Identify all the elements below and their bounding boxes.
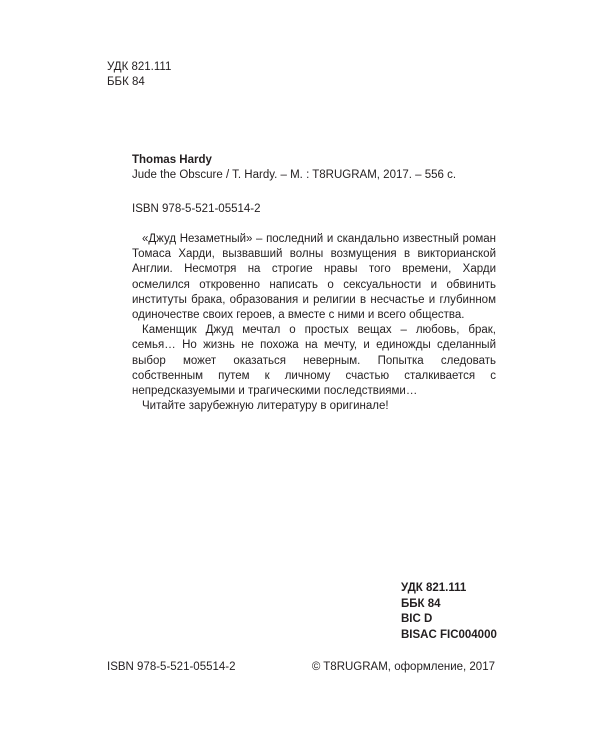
top-classification	[107, 60, 171, 90]
author-name: Thomas Hardy	[132, 154, 212, 166]
bottom-classification	[401, 581, 497, 643]
udk-code: УДК 821.111	[107, 61, 172, 73]
isbn: ISBN 978-5-521-05514-2	[132, 203, 261, 215]
annotation-paragraph: «Джуд Незаметный» – последний и скандально известный роман Томаса Харди, вызвавший волны возмущения в викторианской Англии. Несмотря на строгие нравы того времени, Харди осмелился откровенно написать о сексуальности и обвинить институты брака, образования и религии в несчастье и глубинном одиночестве своих героев, а вместе с ними и всего общества.	[132, 233, 496, 322]
annotation	[132, 232, 496, 414]
bbk-code: ББК 84	[401, 597, 441, 610]
bisac-code: BISAC FIC004000	[401, 628, 497, 641]
udk-code: УДК 821.111	[401, 582, 467, 594]
bibliographic-description: Jude the Obscure / T. Hardy. – M. : T8RUGRAM, 2017. – 556 с.	[132, 169, 457, 181]
bibliographic-record	[132, 153, 496, 414]
annotation-paragraph: Каменщик Джуд мечтал о простых вещах – любовь, брак, семья… Но жизнь не похожа на мечту, и единожды сделанный выбор может оказаться неверным. Попытка следовать собственным путем к личному счастью сталкивается с непредсказуемыми и трагическими последствиями…	[132, 324, 496, 398]
footer-isbn: ISBN 978-5-521-05514-2	[107, 661, 236, 673]
copyright-notice: © T8RUGRAM, оформление, 2017	[311, 661, 495, 673]
bic-code: BIC D	[401, 613, 433, 625]
bbk-code: ББК 84	[107, 76, 145, 88]
annotation-paragraph: Читайте зарубежную литературу в оригинале!	[142, 400, 389, 413]
